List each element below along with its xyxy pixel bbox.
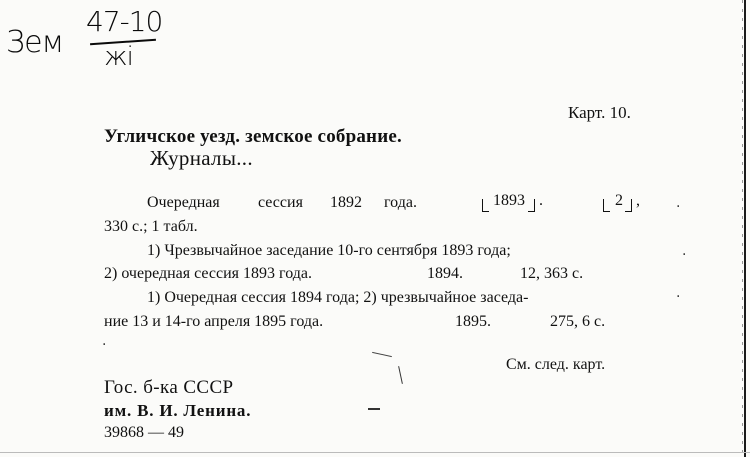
catalog-heading: Угличское уезд. земское собрание. <box>104 126 402 147</box>
card-edge-shadow <box>742 0 743 457</box>
stray-mark: · <box>682 247 687 263</box>
handwritten-shelf-number: 47-10 <box>86 5 163 38</box>
entry2-line2: 2) очередная сессия 1893 года. <box>104 265 312 282</box>
entry1-session-word: сессия <box>258 194 303 211</box>
bracket-right <box>625 199 632 212</box>
entry2-line1: 1) Чрезвычайное заседание 10-го сентября 1893 года; <box>147 242 511 259</box>
stray-mark <box>368 408 380 410</box>
stray-mark: · <box>676 289 681 305</box>
bracket-right <box>528 199 535 212</box>
stray-mark <box>372 352 392 357</box>
entry3-publication-year: 1895. <box>455 313 491 330</box>
entry1-year: 1892 <box>330 194 362 211</box>
issue-number-suffix: , <box>636 192 640 209</box>
library-stamp-line3: 39868 — 49 <box>104 424 184 441</box>
entry3-pages: 275, 6 с. <box>550 313 606 330</box>
entry3-line1: 1) Очередная сессия 1894 года; 2) чрезвычайное заседа- <box>147 289 529 306</box>
see-next-card: См. след. карт. <box>506 356 606 373</box>
card-right-edge <box>744 0 746 457</box>
entry1-session-label: Очередная <box>147 194 220 211</box>
stray-mark: · <box>676 199 681 215</box>
catalog-subheading: Журналы... <box>150 146 253 170</box>
publication-year-suffix: . <box>539 192 543 209</box>
card-number: Карт. 10. <box>568 103 631 122</box>
bracket-left <box>603 199 610 212</box>
entry3-line2: ние 13 и 14-го апреля 1895 года. <box>104 313 324 330</box>
stray-mark <box>398 366 403 384</box>
stray-mark: · <box>102 337 107 353</box>
entry2-publication-year: 1894. <box>427 265 463 282</box>
entry1-issue-number <box>603 193 645 213</box>
handwritten-section-mark: Зем <box>6 25 64 60</box>
entry2-pages: 12, 363 с. <box>520 265 584 282</box>
publication-year-text: 1893 <box>493 192 525 209</box>
entry1-publication-year <box>482 193 544 213</box>
entry1-year-word: года. <box>384 194 417 211</box>
library-stamp-line2: им. В. И. Ленина. <box>104 401 252 420</box>
card-bottom-edge <box>0 452 750 453</box>
handwritten-shelf-code: жі <box>104 42 133 72</box>
library-stamp-line1: Гос. б-ка СССР <box>104 377 234 398</box>
issue-number-text: 2 <box>615 192 623 209</box>
bracket-left <box>482 199 489 212</box>
entry1-pages: 330 с.; 1 табл. <box>104 218 198 235</box>
